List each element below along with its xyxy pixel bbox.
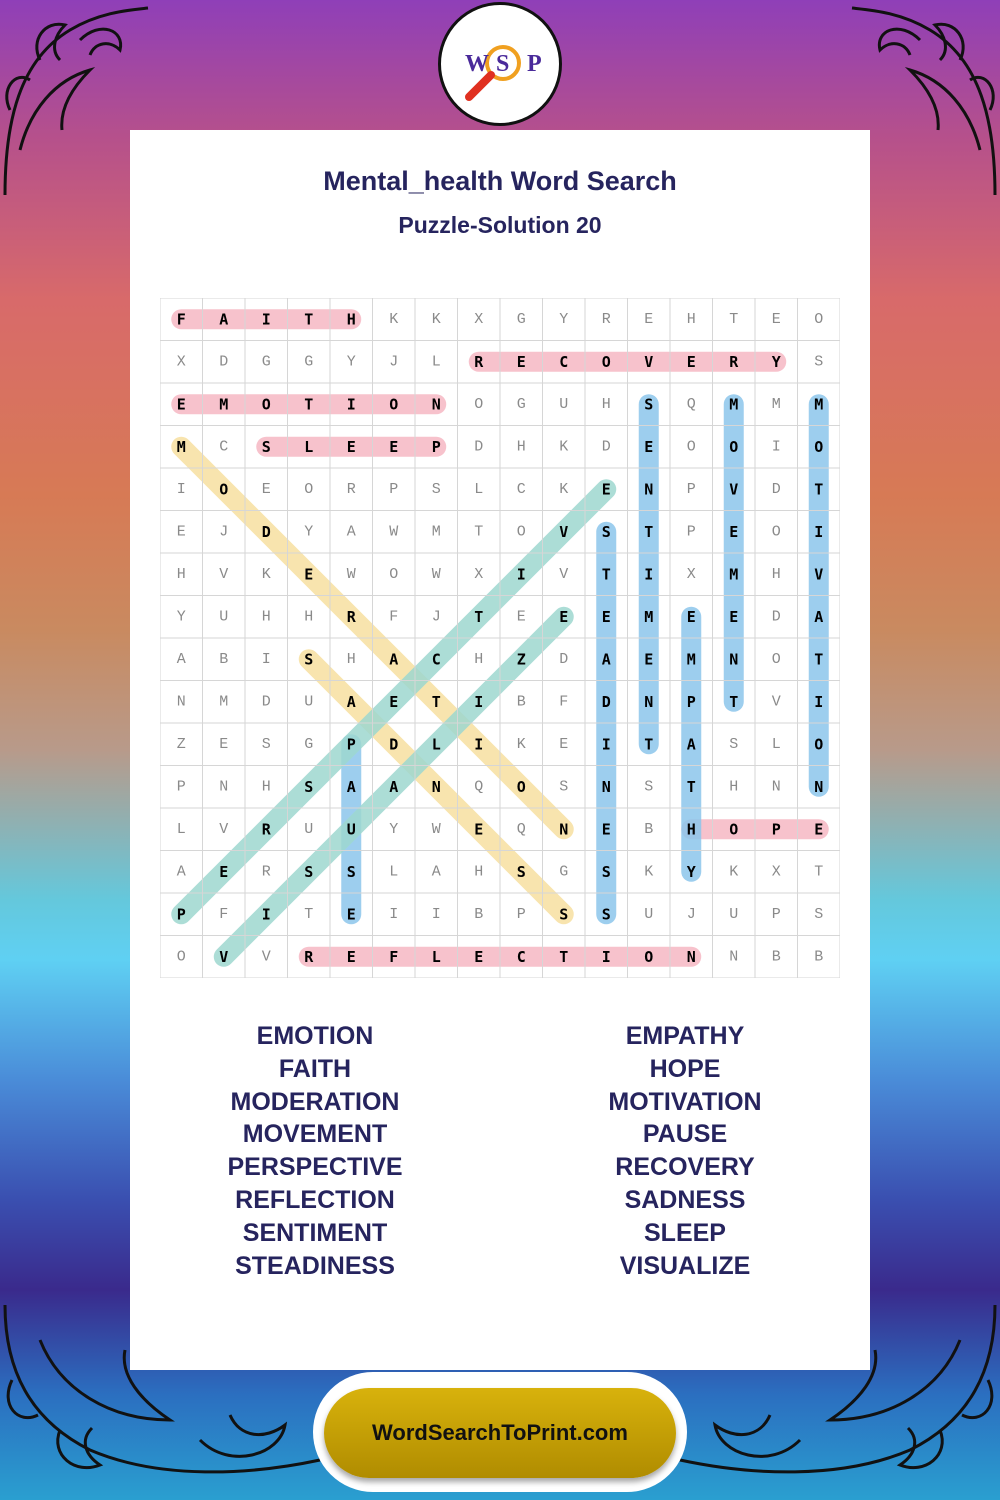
grid-letter: O: [729, 437, 739, 456]
grid-letter: K: [516, 735, 526, 753]
grid-letter: N: [644, 480, 654, 499]
grid-letter: V: [559, 522, 569, 541]
grid-letter: T: [644, 522, 654, 541]
grid-letter: E: [729, 607, 739, 626]
grid-letter: O: [474, 395, 484, 413]
grid-letter: E: [686, 352, 696, 371]
grid-letter: S: [559, 778, 569, 796]
grid-letter: M: [219, 693, 229, 711]
grid-letter: E: [644, 437, 654, 456]
grid-letter: E: [601, 480, 611, 499]
grid-letter: R: [346, 480, 356, 498]
grid-letter: D: [474, 438, 484, 456]
grid-letter: L: [176, 820, 186, 838]
word-grid: [160, 298, 840, 978]
grid-letter: E: [176, 523, 186, 541]
grid-letter: T: [474, 607, 484, 626]
grid-letter: I: [814, 692, 824, 711]
grid-letter: O: [516, 777, 526, 796]
grid-letter: I: [516, 565, 526, 584]
grid-letter: I: [601, 735, 611, 754]
grid-letter: W: [346, 565, 356, 583]
grid-letter: E: [389, 437, 399, 456]
grid-letter: A: [346, 692, 356, 711]
grid-letter: K: [729, 863, 739, 881]
grid-letter: Y: [771, 352, 781, 371]
grid-letter: H: [346, 650, 356, 668]
grid-letter: S: [814, 353, 824, 371]
grid-letter: E: [559, 735, 569, 753]
grid-letter: O: [516, 523, 526, 541]
grid-letter: O: [644, 947, 654, 966]
grid-letter: I: [176, 480, 186, 498]
grid-letter: D: [559, 650, 569, 668]
site-logo[interactable]: [438, 2, 562, 126]
grid-letter: S: [644, 778, 654, 796]
grid-letter: L: [431, 735, 441, 754]
logo-letter-p: P: [527, 51, 542, 77]
grid-letter: E: [686, 607, 696, 626]
grid-letter: B: [814, 948, 824, 966]
word-list-right: [500, 1020, 870, 1282]
grid-letter: E: [346, 947, 356, 966]
grid-letter: O: [771, 650, 781, 668]
grid-letter: E: [346, 905, 356, 924]
grid-letter: M: [729, 395, 739, 414]
grid-letter: T: [431, 692, 441, 711]
grid-letter: O: [261, 395, 271, 414]
grid-letter: A: [431, 863, 441, 881]
grid-letter: C: [219, 438, 229, 456]
grid-letter: X: [474, 565, 484, 583]
grid-letter: I: [389, 905, 399, 923]
grid-letter: P: [176, 905, 186, 924]
grid-letter: G: [261, 353, 271, 371]
grid-letter: I: [431, 905, 441, 923]
grid-letter: E: [261, 480, 271, 498]
grid-letter: T: [814, 650, 824, 669]
ornament-corner-icon: [850, 0, 1000, 200]
grid-letter: V: [559, 565, 569, 583]
grid-letter: U: [346, 820, 356, 839]
grid-letter: O: [729, 820, 739, 839]
grid-letter: C: [431, 650, 441, 669]
grid-letter: B: [219, 650, 229, 668]
grid-letter: N: [644, 692, 654, 711]
grid-letter: Y: [346, 353, 356, 371]
grid-letter: A: [389, 650, 399, 669]
grid-letter: T: [686, 777, 696, 796]
grid-letter: F: [389, 608, 399, 626]
grid-letter: U: [219, 608, 229, 626]
grid-letter: L: [431, 353, 441, 371]
footer-site-link[interactable]: WordSearchToPrint.com: [324, 1388, 676, 1478]
word-list-item: HOPE: [649, 1054, 721, 1083]
grid-letter: T: [304, 905, 314, 923]
grid-letter: S: [601, 905, 611, 924]
grid-letter: A: [601, 650, 611, 669]
word-list-item: EMOTION: [256, 1022, 374, 1050]
grid-letter: V: [219, 947, 229, 966]
grid-letter: H: [346, 310, 356, 329]
grid-letter: P: [431, 437, 441, 456]
grid-letter: K: [389, 310, 399, 328]
grid-letter: S: [601, 862, 611, 881]
word-list-item: MODERATION: [230, 1087, 400, 1116]
grid-letter: L: [304, 437, 314, 456]
grid-letter: H: [516, 438, 526, 456]
word-list-item: VISUALIZE: [619, 1251, 751, 1280]
grid-letter: D: [771, 608, 781, 626]
grid-letter: T: [814, 863, 824, 881]
grid-letter: S: [261, 437, 271, 456]
grid-letter: M: [771, 395, 781, 413]
grid-letter: R: [261, 820, 271, 839]
grid-letter: F: [176, 310, 186, 329]
grid-letter: S: [559, 905, 569, 924]
word-list-item: PERSPECTIVE: [227, 1153, 403, 1182]
grid-letter: I: [261, 905, 271, 924]
grid-letter: G: [559, 863, 569, 881]
grid-letter: Z: [176, 735, 186, 753]
grid-letter: N: [729, 650, 739, 669]
grid-letter: X: [686, 565, 696, 583]
grid-letter: Q: [686, 395, 696, 413]
grid-letter: Y: [304, 523, 314, 541]
grid-letter: E: [559, 607, 569, 626]
word-grid-svg: [160, 298, 840, 978]
grid-letter: I: [644, 565, 654, 584]
grid-letter: T: [304, 310, 314, 329]
grid-letter: U: [644, 905, 654, 923]
grid-letter: S: [644, 395, 654, 414]
logo-letter-s: S: [496, 51, 510, 77]
grid-letter: N: [176, 693, 186, 711]
grid-letter: I: [261, 650, 271, 668]
grid-letter: S: [431, 480, 441, 498]
puzzle-card: [130, 130, 870, 1370]
grid-letter: C: [516, 947, 526, 966]
grid-letter: O: [304, 480, 314, 498]
grid-letter: Y: [176, 608, 186, 626]
grid-letter: O: [176, 948, 186, 966]
ornament-corner-icon: [0, 0, 150, 200]
grid-letter: P: [771, 820, 781, 839]
grid-letter: P: [176, 778, 186, 796]
grid-letter: O: [814, 310, 824, 328]
grid-letter: T: [814, 480, 824, 499]
grid-letter: V: [771, 693, 781, 711]
grid-letter: L: [389, 863, 399, 881]
grid-letter: E: [516, 352, 526, 371]
grid-letter: I: [814, 522, 824, 541]
grid-letter: B: [644, 820, 654, 838]
grid-letter: U: [729, 905, 739, 923]
grid-letter: V: [644, 352, 654, 371]
grid-letter: E: [601, 820, 611, 839]
grid-letter: S: [814, 905, 824, 923]
grid-letter: A: [686, 735, 696, 754]
grid-letter: E: [771, 310, 781, 328]
grid-letter: D: [261, 522, 271, 541]
grid-letter: E: [389, 692, 399, 711]
grid-letter: M: [644, 607, 654, 626]
grid-letter: S: [346, 862, 356, 881]
grid-letter: D: [261, 693, 271, 711]
grid-letter: Y: [686, 862, 696, 881]
grid-letter: T: [304, 395, 314, 414]
grid-letter: F: [219, 905, 229, 923]
grid-letter: E: [729, 522, 739, 541]
grid-letter: C: [559, 352, 569, 371]
grid-letter: O: [219, 480, 229, 499]
grid-letter: J: [686, 905, 696, 923]
grid-letter: Y: [389, 820, 399, 838]
grid-letter: S: [729, 735, 739, 753]
grid-letter: O: [686, 438, 696, 456]
grid-letter: I: [771, 438, 781, 456]
grid-letter: S: [304, 650, 314, 669]
grid-letter: M: [219, 395, 229, 414]
grid-letter: A: [346, 777, 356, 796]
grid-letter: D: [601, 692, 611, 711]
grid-letter: O: [771, 523, 781, 541]
page-subtitle: Puzzle-Solution 20: [398, 212, 602, 238]
word-list-left: [130, 1020, 500, 1282]
grid-letter: T: [729, 692, 739, 711]
magnifier-icon: [441, 5, 559, 123]
grid-letter: T: [729, 310, 739, 328]
grid-letter: W: [389, 523, 399, 541]
grid-letter: R: [474, 352, 484, 371]
grid-letter: U: [304, 820, 314, 838]
word-list-item: SLEEP: [644, 1218, 726, 1247]
grid-letter: H: [261, 608, 271, 626]
grid-letter: R: [601, 310, 611, 328]
grid-letter: M: [729, 565, 739, 584]
grid-letter: D: [219, 353, 229, 371]
grid-letter: E: [474, 820, 484, 839]
grid-letter: G: [516, 395, 526, 413]
grid-letter: H: [729, 778, 739, 796]
grid-letter: Z: [516, 650, 526, 669]
grid-letter: H: [686, 820, 696, 839]
grid-letter: I: [261, 310, 271, 329]
grid-letter: E: [219, 735, 229, 753]
grid-letter: B: [474, 905, 484, 923]
grid-letter: A: [346, 523, 356, 541]
grid-letter: X: [771, 863, 781, 881]
grid-letter: E: [601, 607, 611, 626]
grid-letter: B: [771, 948, 781, 966]
grid-letter: E: [814, 820, 824, 839]
grid-letter: E: [474, 947, 484, 966]
grid-letter: H: [601, 395, 611, 413]
grid-letter: P: [686, 523, 696, 541]
grid-letter: N: [601, 777, 611, 796]
grid-letter: L: [474, 480, 484, 498]
grid-letter: H: [771, 565, 781, 583]
grid-letter: D: [771, 480, 781, 498]
grid-letter: M: [814, 395, 824, 414]
grid-letter: N: [559, 820, 569, 839]
grid-letter: P: [389, 480, 399, 498]
grid-letter: R: [729, 352, 739, 371]
grid-letter: N: [729, 948, 739, 966]
grid-letter: U: [559, 395, 569, 413]
word-list-item: FAITH: [278, 1054, 352, 1083]
grid-letter: H: [474, 650, 484, 668]
grid-letter: R: [346, 607, 356, 626]
grid-letter: Q: [516, 820, 526, 838]
grid-letter: I: [601, 947, 611, 966]
grid-letter: O: [389, 395, 399, 414]
grid-letter: M: [176, 437, 186, 456]
grid-letter: P: [346, 735, 356, 754]
grid-letter: S: [601, 522, 611, 541]
grid-letter: T: [644, 735, 654, 754]
grid-letter: V: [219, 820, 229, 838]
grid-letter: H: [686, 310, 696, 328]
grid-letter: S: [261, 735, 271, 753]
grid-letter: M: [431, 523, 441, 541]
grid-letter: O: [389, 565, 399, 583]
grid-letter: E: [516, 608, 526, 626]
grid-letter: D: [601, 438, 611, 456]
grid-letter: S: [304, 777, 314, 796]
grid-letter: N: [431, 395, 441, 414]
grid-letter: N: [219, 778, 229, 796]
grid-letter: W: [431, 565, 441, 583]
grid-letter: F: [559, 693, 569, 711]
grid-letter: H: [176, 565, 186, 583]
word-list-item: MOVEMENT: [242, 1120, 388, 1149]
word-list-item: SADNESS: [624, 1185, 746, 1214]
grid-letter: V: [219, 565, 229, 583]
grid-letter: I: [474, 692, 484, 711]
grid-letter: G: [516, 310, 526, 328]
grid-letter: G: [304, 735, 314, 753]
grid-letter: E: [219, 862, 229, 881]
grid-letter: A: [176, 863, 186, 881]
page-title: Mental_health Word Search: [323, 166, 677, 196]
grid-letter: L: [431, 947, 441, 966]
grid-letter: V: [729, 480, 739, 499]
grid-letter: F: [389, 947, 399, 966]
grid-letter: C: [516, 480, 526, 498]
grid-letter: B: [516, 693, 526, 711]
grid-letter: V: [814, 565, 824, 584]
grid-letter: S: [304, 862, 314, 881]
word-list-item: EMPATHY: [625, 1022, 745, 1050]
grid-letter: E: [304, 565, 314, 584]
grid-letter: A: [389, 777, 399, 796]
grid-letter: I: [474, 735, 484, 754]
grid-letter: A: [176, 650, 186, 668]
word-list-item: RECOVERY: [615, 1153, 755, 1182]
grid-letter: E: [176, 395, 186, 414]
word-list-item: MOTIVATION: [608, 1087, 762, 1116]
word-list-item: REFLECTION: [235, 1185, 395, 1214]
grid-letter: G: [304, 353, 314, 371]
grid-letter: P: [771, 905, 781, 923]
logo-letter-w: W: [465, 51, 489, 77]
grid-letter: J: [219, 523, 229, 541]
grid-letter: H: [261, 778, 271, 796]
grid-letter: E: [644, 310, 654, 328]
grid-letter: T: [601, 565, 611, 584]
grid-letter: P: [516, 905, 526, 923]
grid-letter: U: [304, 693, 314, 711]
grid-letter: A: [814, 607, 824, 626]
word-list-item: PAUSE: [642, 1120, 728, 1149]
grid-letter: Q: [474, 778, 484, 796]
grid-letter: H: [304, 608, 314, 626]
grid-letter: K: [431, 310, 441, 328]
grid-letter: I: [346, 395, 356, 414]
word-list-item: STEADINESS: [235, 1251, 395, 1280]
grid-letter: H: [474, 863, 484, 881]
grid-letter: O: [814, 735, 824, 754]
grid-letter: N: [771, 778, 781, 796]
grid-letter: K: [261, 565, 271, 583]
grid-letter: N: [431, 777, 441, 796]
grid-letter: K: [559, 438, 569, 456]
word-list-item: SENTIMENT: [242, 1218, 388, 1247]
grid-letter: X: [474, 310, 484, 328]
grid-letter: W: [431, 820, 441, 838]
grid-letter: M: [686, 650, 696, 669]
grid-letter: R: [304, 947, 314, 966]
grid-letter: E: [346, 437, 356, 456]
grid-letter: J: [431, 608, 441, 626]
grid-letter: T: [559, 947, 569, 966]
grid-letter: A: [219, 310, 229, 329]
grid-letter: R: [261, 863, 271, 881]
grid-letter: K: [644, 863, 654, 881]
grid-letter: Y: [559, 310, 569, 328]
grid-letter: N: [686, 947, 696, 966]
grid-letter: O: [814, 437, 824, 456]
grid-letter: P: [686, 692, 696, 711]
grid-letter: T: [474, 523, 484, 541]
grid-letter: X: [176, 353, 186, 371]
grid-letter: J: [389, 353, 399, 371]
grid-letter: V: [261, 948, 271, 966]
grid-letter: O: [601, 352, 611, 371]
grid-letter: D: [389, 735, 399, 754]
grid-letter: S: [516, 862, 526, 881]
grid-letter: E: [644, 650, 654, 669]
grid-letter: N: [814, 777, 824, 796]
grid-letter: K: [559, 480, 569, 498]
grid-letter: L: [771, 735, 781, 753]
grid-letter: P: [686, 480, 696, 498]
